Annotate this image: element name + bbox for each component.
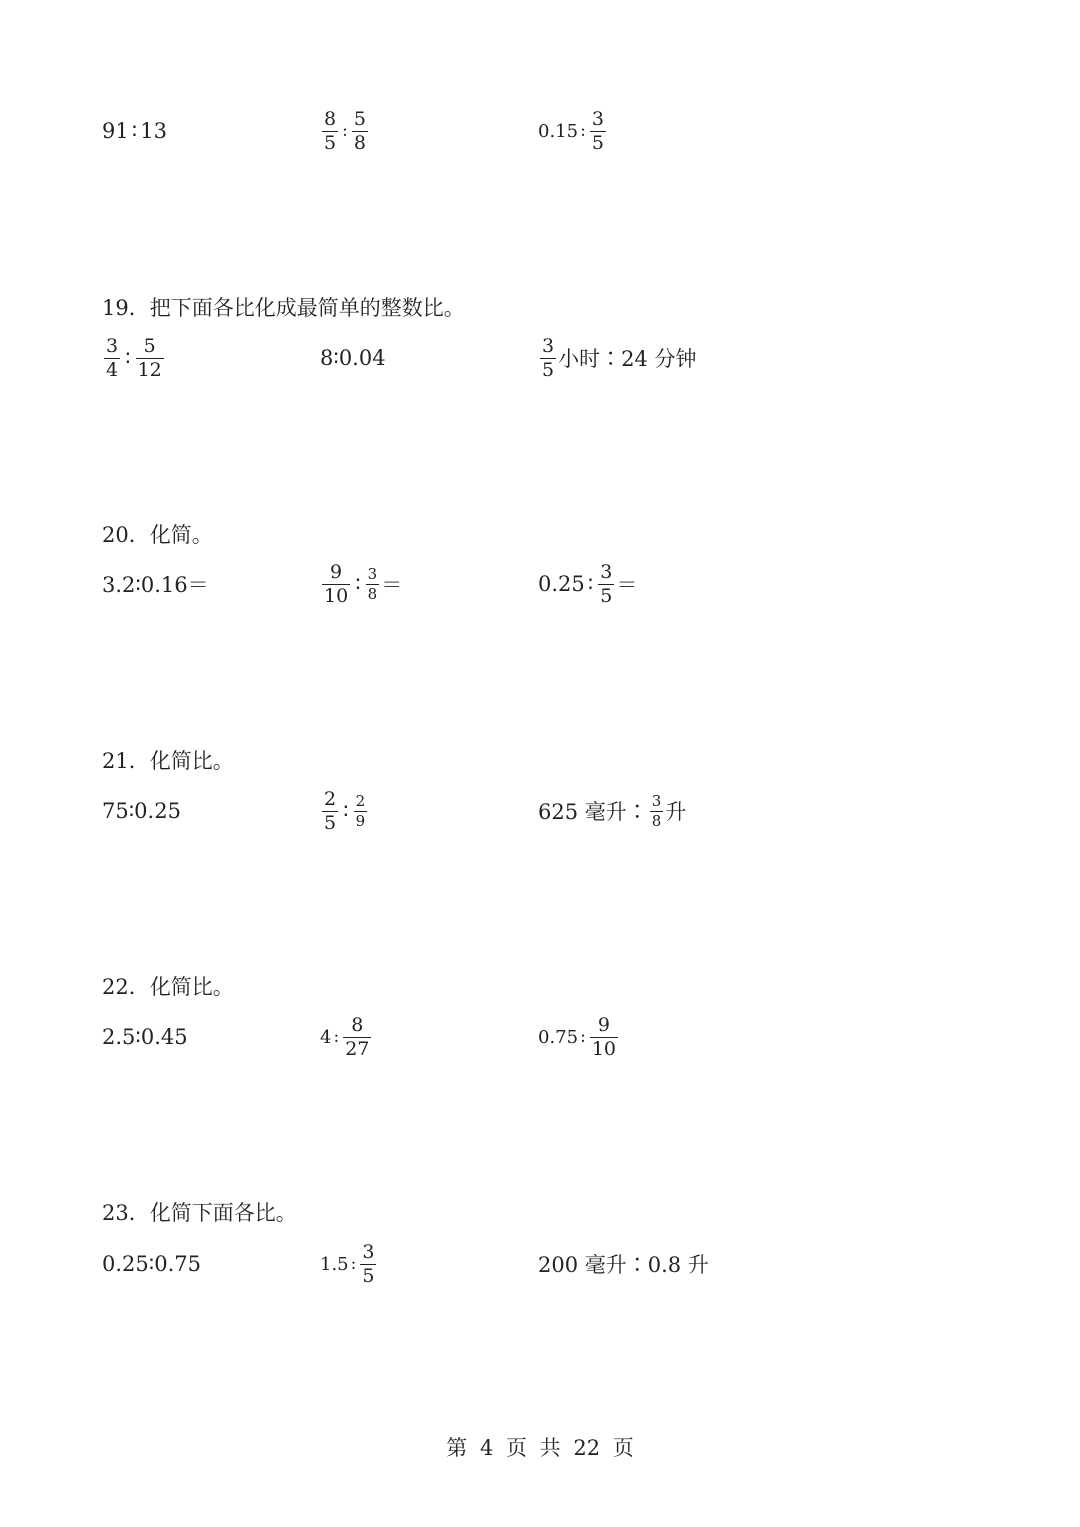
fraction <box>590 1013 618 1060</box>
ratio-colon: : <box>350 1254 357 1274</box>
fraction <box>540 334 556 381</box>
denominator: 10 <box>324 584 349 607</box>
question-20-heading: 20．化简。 <box>102 523 213 547</box>
fraction <box>322 560 350 607</box>
denominator: 10 <box>591 1037 616 1060</box>
numerator: 8 <box>324 107 337 130</box>
ratio-colon: ∶ <box>125 346 131 370</box>
ratio-decimal-fraction <box>538 554 637 614</box>
ratio-text: 小时∶24 分钟 <box>558 347 697 371</box>
fraction <box>322 787 338 834</box>
fraction <box>354 791 368 830</box>
unit-label: 升 <box>665 800 687 824</box>
numerator: 3 <box>542 334 555 357</box>
denominator: 8 <box>651 811 662 830</box>
question-19-heading: 19．把下面各比化成最简单的整数比。 <box>102 296 465 320</box>
fraction <box>590 107 606 154</box>
ratio-colon: : <box>580 1027 586 1047</box>
ratio-text: 2.5∶0.45 <box>102 1025 188 1049</box>
question-23-heading: 23．化简下面各比。 <box>102 1201 297 1225</box>
ratio-fraction-fraction <box>320 554 402 614</box>
numerator: 3 <box>651 791 662 810</box>
denominator: 5 <box>362 1264 375 1287</box>
ratio-colon: ∶ <box>343 799 349 823</box>
ratio-colon: ∶ <box>587 572 594 596</box>
ratio-fraction-fraction <box>102 328 166 388</box>
ratio-decimal-fraction <box>320 1234 378 1294</box>
denominator: 5 <box>591 131 604 154</box>
numerator: 2 <box>324 787 337 810</box>
ratio-2.5-0.45 <box>102 1007 188 1067</box>
fraction <box>650 791 664 830</box>
ratio-term: 0.75 <box>538 1026 579 1048</box>
question-23-row <box>0 1234 1080 1294</box>
ratio-colon: : <box>333 1027 340 1047</box>
ratio-colon: ∶ <box>355 572 361 596</box>
denominator: 5 <box>600 584 613 607</box>
ratio-term: 0.15 <box>538 120 579 142</box>
denominator: 5 <box>542 358 555 381</box>
ratio-hours-minutes <box>538 328 697 388</box>
numerator: 5 <box>353 107 366 130</box>
ratio-text: 8∶0.04 <box>320 346 386 370</box>
denominator: 12 <box>137 358 162 381</box>
ratio-75-0.25 <box>102 781 181 841</box>
ratio-decimal-fraction <box>538 1007 620 1067</box>
numerator: 3 <box>367 564 378 583</box>
ratio-colon: ∶ <box>131 119 138 143</box>
ratio-91-13 <box>102 101 167 161</box>
denominator: 27 <box>345 1037 370 1060</box>
ratio-0.25-0.75 <box>102 1234 201 1294</box>
ratio-term: 13 <box>140 119 167 143</box>
ratio-fraction-fraction <box>320 781 369 841</box>
question-21-heading: 21．化简比。 <box>102 749 234 773</box>
numerator: 3 <box>362 1240 375 1263</box>
equals-sign: ＝ <box>381 573 403 597</box>
denominator: 9 <box>355 811 366 830</box>
fraction <box>322 107 338 154</box>
fraction <box>343 1013 371 1060</box>
ratio-8-0.04 <box>320 328 386 388</box>
ratio-decimal-fraction <box>538 101 608 161</box>
ratio-milliliters-liters <box>538 781 686 841</box>
ratio-fraction-fraction <box>320 101 370 161</box>
top-row <box>0 101 1080 161</box>
numerator: 9 <box>330 560 343 583</box>
equals-sign: ＝ <box>616 573 638 597</box>
denominator: 5 <box>324 131 337 154</box>
fraction <box>352 107 368 154</box>
denominator: 8 <box>353 131 366 154</box>
fraction <box>598 560 614 607</box>
question-20-row <box>0 554 1080 614</box>
numerator: 9 <box>597 1013 610 1036</box>
fraction <box>360 1240 376 1287</box>
ratio-3.2-0.16 <box>102 554 209 614</box>
question-21-row <box>0 781 1080 841</box>
fraction <box>136 334 164 381</box>
fraction <box>366 564 380 603</box>
fraction <box>104 334 120 381</box>
ratio-text: 3.2∶0.16＝ <box>102 573 209 597</box>
ratio-text: 625 毫升∶ <box>538 800 648 824</box>
numerator: 3 <box>591 107 604 130</box>
ratio-text: 75∶0.25 <box>102 799 181 823</box>
ratio-integer-fraction <box>320 1007 373 1067</box>
ratio-text: 0.25∶0.75 <box>102 1252 201 1276</box>
denominator: 8 <box>367 584 378 603</box>
numerator: 3 <box>600 560 613 583</box>
denominator: 5 <box>324 811 337 834</box>
ratio-colon: : <box>342 121 348 141</box>
ratio-colon: : <box>580 121 586 141</box>
ratio-milliliters-liters <box>538 1234 709 1294</box>
ratio-text: 200 毫升∶0.8 升 <box>538 1253 709 1277</box>
question-22-heading: 22．化简比。 <box>102 975 234 999</box>
page-number-footer: 第 4 页 共 22 页 <box>446 1436 634 1460</box>
numerator: 2 <box>355 791 366 810</box>
ratio-term: 91 <box>102 119 129 143</box>
denominator: 4 <box>106 358 119 381</box>
question-19-row <box>0 328 1080 388</box>
question-22-row <box>0 1007 1080 1067</box>
ratio-term: 1.5 <box>320 1253 349 1275</box>
ratio-term: 4 <box>320 1026 332 1048</box>
ratio-term: 0.25 <box>538 572 585 596</box>
numerator: 5 <box>143 334 156 357</box>
numerator: 3 <box>106 334 119 357</box>
numerator: 8 <box>351 1013 364 1036</box>
